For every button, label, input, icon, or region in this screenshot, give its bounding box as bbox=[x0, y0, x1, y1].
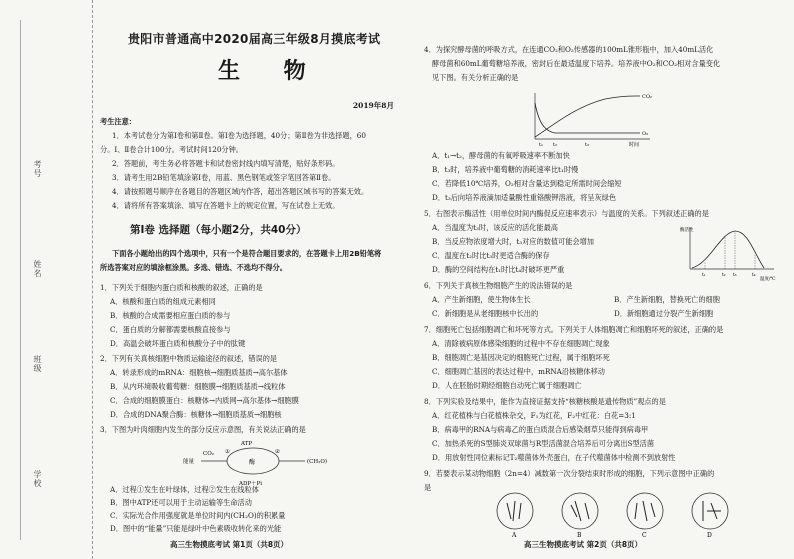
energy-label: 能量 bbox=[183, 459, 195, 465]
binding-label-exam-no: 考号 bbox=[33, 160, 42, 178]
binding-label-class: 班级 bbox=[33, 355, 42, 373]
page-2 bbox=[424, 0, 786, 559]
question-4-cont: 酵母菌和60mL葡萄糖培养液，密封后在最适温度下培养。培养液中O₂和CO₂相对含量变化 bbox=[432, 59, 721, 68]
option: A．产生新细胞，使生物体生长 bbox=[432, 295, 531, 304]
cell-a bbox=[497, 493, 533, 539]
option: A．红花植株与白花植株杂交，F₁为红花，F₂中红花：白花=3:1 bbox=[432, 411, 636, 420]
notice-line: 1．本考试卷分为第Ⅰ卷和第Ⅱ卷。第Ⅰ卷为选择题，40分；第Ⅱ卷为非选择题，60 bbox=[112, 131, 366, 140]
option: B．从内环境吸收葡萄糖：细胞膜→细胞质基质→线粒体 bbox=[110, 382, 286, 391]
option: B．图中ATP还可以用于主动运输等生命活动 bbox=[110, 498, 252, 507]
option: B．产生新细胞，替换死亡的细胞 bbox=[614, 295, 720, 304]
cell-b-label: B bbox=[577, 532, 582, 539]
co2-curve bbox=[535, 96, 640, 137]
cell-d-label: D bbox=[707, 532, 712, 539]
subject-title: 生 物 bbox=[218, 58, 324, 84]
notice-heading: 考生注意： bbox=[100, 117, 136, 126]
t3-tick: t₃ bbox=[585, 142, 590, 148]
q4-gas-curve bbox=[524, 88, 656, 150]
question-4: 4．为探究酵母菌的呼吸方式，在连通CO₂和O₂传感器的100mL锥形瓶中，加入40mL活化 bbox=[424, 45, 714, 54]
page-1-footer: 高三生物摸底考试 第1页（共8页） bbox=[170, 540, 289, 549]
y-axis-label: 酶活性 bbox=[680, 228, 694, 233]
enzyme-label: 酶 bbox=[249, 459, 256, 466]
exam-date: 2019年8月 bbox=[352, 101, 394, 110]
option: D．合成的DNA聚合酶：核糖体→细胞质基质→细胞核 bbox=[110, 410, 282, 419]
cell-b bbox=[562, 493, 598, 539]
t1-tick: t₁ bbox=[539, 142, 544, 148]
question-7: 7．细胞死亡包括细胞凋亡和坏死等方式。下列关于人体细胞凋亡和细胞坏死的叙述，正确的是 bbox=[424, 325, 724, 334]
option: D．新细胞通过分裂产生新细胞 bbox=[614, 309, 714, 318]
t3-tick: t₃ bbox=[733, 273, 737, 278]
q5-enzyme-activity-curve bbox=[679, 222, 781, 282]
cell-c bbox=[627, 493, 663, 539]
notice-line: 4．请将所有答案填涂、填写在答题卡上的规定位置，写在试卷上无效。 bbox=[112, 201, 340, 210]
o2-curve-label: O₂ bbox=[642, 131, 649, 137]
q9-cell-diagrams bbox=[484, 490, 746, 540]
process-2-label: ② bbox=[275, 449, 280, 455]
notice-line: 3．请考生用2B铅笔填涂第Ⅰ卷，用蓝、黑色钢笔或签字笔回答第Ⅱ卷。 bbox=[112, 173, 336, 182]
page-2-footer: 高三生物摸底考试 第2页（共8页） bbox=[524, 540, 643, 549]
option: C．若降低10℃培养，O₂相对含量达到稳定所需时间会缩短 bbox=[432, 179, 622, 188]
exam-title: 贵阳市普通高中2020届高三年级8月摸底考试 bbox=[128, 32, 381, 46]
question-4-cont: 见下图。有关分析正确的是 bbox=[432, 73, 519, 82]
option: B．t₃时，培养液中葡萄糖的消耗速率比t₁时慢 bbox=[432, 165, 579, 174]
option: A．核酸和蛋白质的组成元素相同 bbox=[110, 297, 216, 306]
option: A．过程①发生在叶绿体，过程②发生在线粒体 bbox=[110, 485, 259, 494]
q3-reaction-diagram bbox=[180, 436, 332, 488]
question-6: 6．下列关于真核生物细胞产生的说法错误的是 bbox=[424, 281, 573, 290]
t4-tick: t₄ bbox=[752, 273, 756, 278]
cell-c-label: C bbox=[642, 532, 647, 539]
question-9: 9．若要表示某动物细胞（2n=4）减数第一次分裂结束时形成的细胞，下列示意图中正确的 bbox=[424, 469, 715, 478]
instruction-line: 所选答案对应的填涂框涂黑。多选、错选、不选均不得分。 bbox=[100, 263, 287, 272]
activity-curve bbox=[692, 231, 764, 268]
option: C．蛋白质的分解都需要核酸直接参与 bbox=[110, 325, 231, 334]
co2-curve-label: CO₂ bbox=[642, 94, 652, 100]
option: B．病毒甲的RNA与病毒乙的蛋白质混合后感染烟草只能得到病毒甲 bbox=[432, 425, 649, 434]
option: D．图中的“能量”只能是绿叶中色素吸收转化来的光能 bbox=[110, 524, 282, 533]
instruction-line: 下面各小题给出的四个选项中，只有一个是符合题目要求的，在答题卡上用2B铅笔将 bbox=[112, 249, 382, 258]
o2-curve bbox=[535, 103, 640, 133]
t1-tick: t₁ bbox=[702, 273, 706, 278]
page-1 bbox=[100, 0, 406, 559]
binding-label-school: 学校 bbox=[33, 470, 42, 488]
question-1: 1．下列关于细胞内蛋白质和核酸的叙述，正确的是 bbox=[100, 283, 263, 292]
option: A．转录形成的mRNA：细胞核→细胞质基质→高尔基体 bbox=[110, 368, 288, 377]
question-3: 3．下图为叶肉细胞内发生的部分反应示意图，有关说法正确的是 bbox=[100, 425, 306, 434]
adp-label: ADP＋Pi bbox=[239, 481, 263, 487]
notice-line: 分。Ⅰ、Ⅱ卷合计100分。考试时间120分钟。 bbox=[100, 145, 243, 154]
cell-a-label: A bbox=[512, 532, 517, 539]
binding-label-name: 姓名 bbox=[33, 260, 42, 278]
notice-line: 2．答题前，考生务必将答题卡和试卷密封线内填写清楚，贴好条形码。 bbox=[112, 159, 340, 168]
option: A．清除被病原体感染细胞的过程中不存在细胞凋亡现象 bbox=[432, 339, 610, 348]
option: B．当反应物浓度增大时，t₃对应的数值可能会增加 bbox=[432, 237, 594, 246]
option: C．细胞凋亡基因的表达过程中，mRNA沿核糖体移动 bbox=[432, 367, 605, 376]
co2-label: CO₂ bbox=[203, 451, 214, 457]
option: D．酶的空间结构在t₁时比t₄时破坏更严重 bbox=[432, 265, 565, 274]
x-axis-label: 温度/℃ bbox=[760, 277, 776, 282]
question-9-cont: 是 bbox=[424, 483, 432, 492]
question-5: 5．右图表示酶活性（用单位时间内酶促反应速率表示）与温度的关系。下列叙述正确的是 bbox=[424, 209, 709, 218]
t2-tick: t₂ bbox=[553, 142, 558, 148]
option: C．合成的细胞膜蛋白：核糖体→内质网→高尔基体→细胞膜 bbox=[110, 396, 299, 405]
question-8: 8．下列实验及结果中，能作为直接证据支持“核糖核酸是遗传物质”观点的是 bbox=[424, 397, 666, 406]
process-1-label: ① bbox=[225, 449, 230, 455]
option: D．用放射性同位素标记T₂噬菌体外壳蛋白，在子代噬菌体中检测不到放射性 bbox=[432, 453, 676, 462]
option: D．t₃后向培养液滴加适量酸性重铬酸钾溶液，将呈灰绿色 bbox=[432, 193, 617, 202]
question-2: 2．下列有关真核细胞中物质运输途径的叙述，错误的是 bbox=[100, 354, 278, 363]
option: D．高温会破坏蛋白质和核酸分子中的肽键 bbox=[110, 339, 246, 348]
section-heading: 第Ⅰ卷 选择题（每小题2分，共40分） bbox=[130, 224, 307, 236]
atp-label: ATP bbox=[241, 441, 253, 447]
option: C．实际光合作用强度就是单位时间内(CH₂O)的积累量 bbox=[110, 511, 286, 520]
option: C．温度在t₂时比t₃时更适合酶的保存 bbox=[432, 251, 550, 260]
binding-line bbox=[20, 20, 21, 540]
option: A．当温度为t₃时，该反应的活化能最高 bbox=[432, 223, 558, 232]
time-axis-label: 时间 bbox=[629, 142, 640, 148]
option: D．人在胚胎时期经细胞自动死亡属于细胞凋亡 bbox=[432, 381, 582, 390]
option: C．新细胞是从老细胞核中长出的 bbox=[432, 309, 539, 318]
option: A．t₁→t₂，酵母菌的有氧呼吸速率不断加快 bbox=[432, 151, 570, 160]
cell-d bbox=[692, 493, 728, 539]
ch2o-label: (CH₂O) bbox=[307, 459, 328, 465]
option: B．核酸的合成需要相应蛋白质的参与 bbox=[110, 311, 231, 320]
t2-tick: t₂ bbox=[722, 273, 726, 278]
notice-line: 4．请按照题号顺序在各题目的答题区域内作答，超出答题区域书写的答案无效。 bbox=[112, 187, 369, 196]
option: B．细胞凋亡是基因决定的细胞死亡过程，属于细胞坏死 bbox=[432, 353, 610, 362]
binding-strip bbox=[0, 0, 93, 559]
option: C．加热杀死的S型肺炎双球菌与R型活菌混合培养后可分离出S型活菌 bbox=[432, 439, 655, 448]
